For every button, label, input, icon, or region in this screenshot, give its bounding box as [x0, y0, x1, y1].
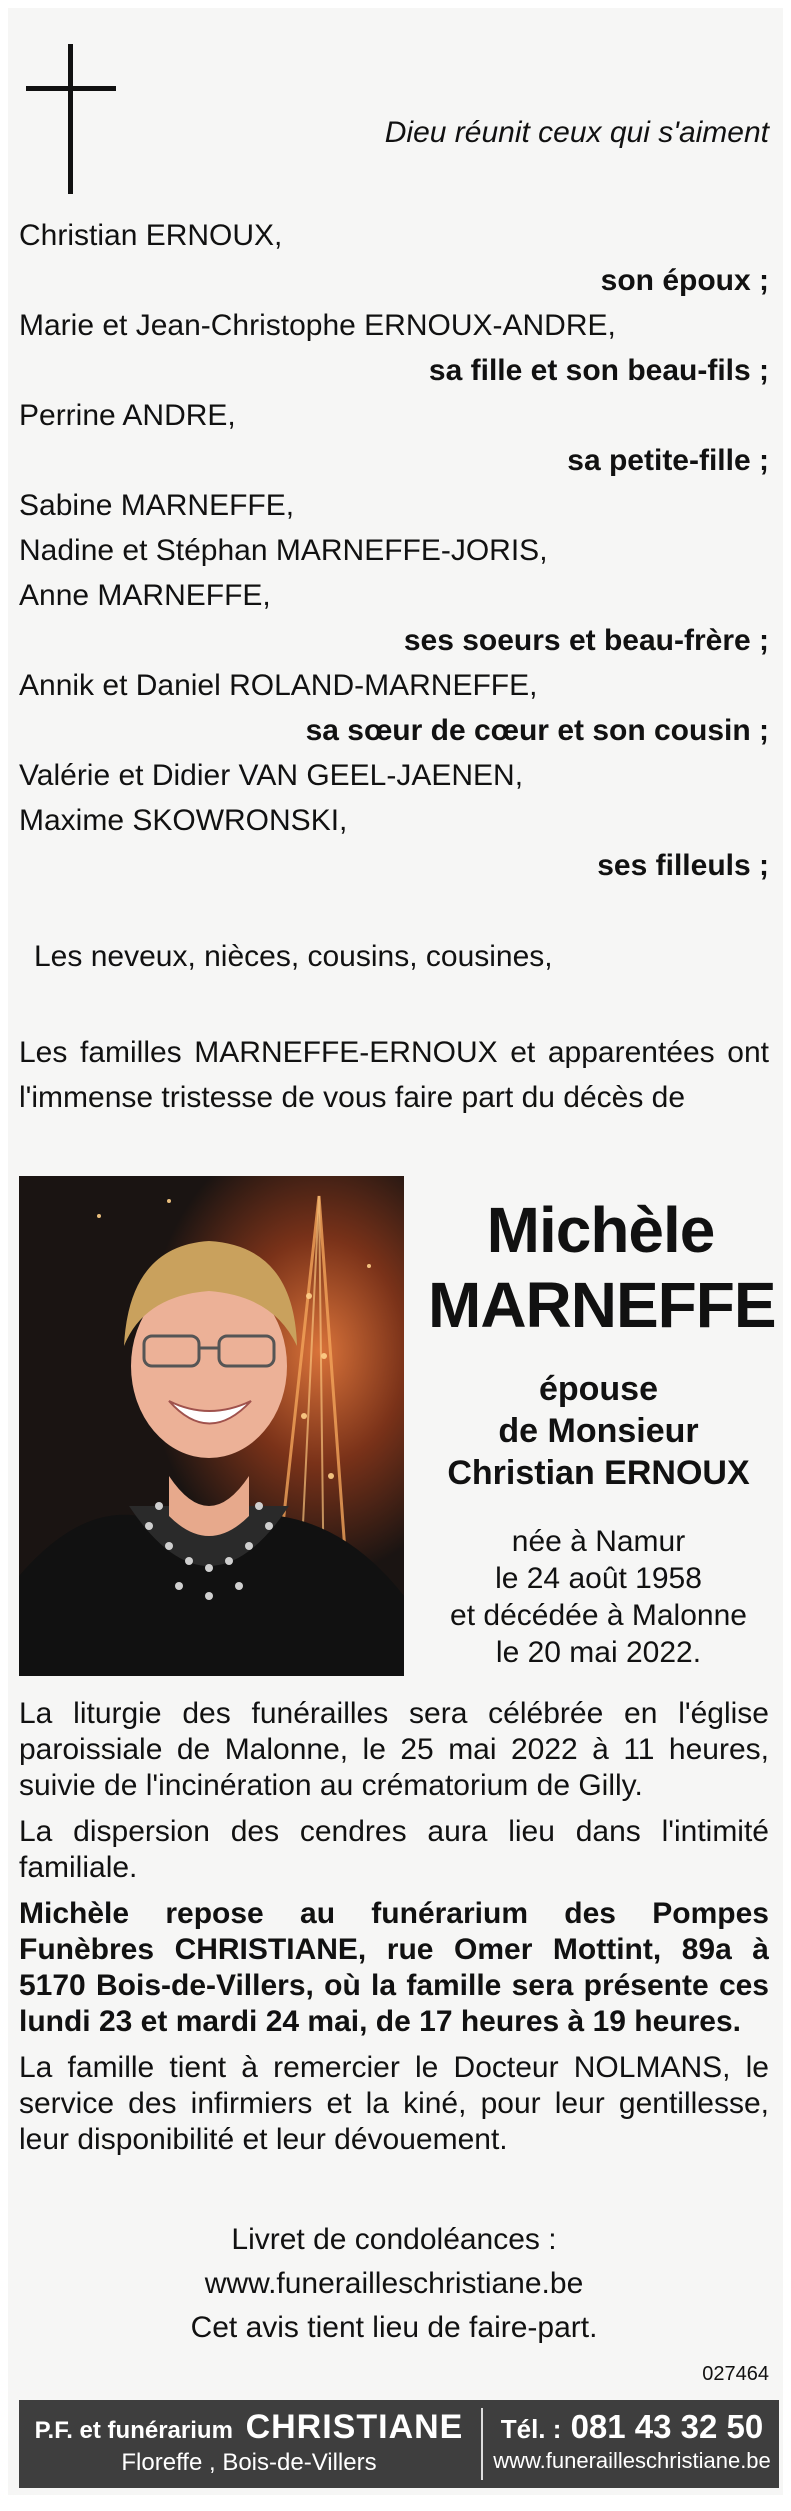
paragraph-ashes: La dispersion des cendres aura lieu dans l'intimité familiale.: [19, 1815, 769, 1884]
family-member-name: Annik et Daniel ROLAND-MARNEFFE,: [19, 669, 538, 702]
deceased-last-name: MARNEFFE: [428, 1269, 776, 1341]
reference-number: 027464: [702, 2363, 769, 2385]
family-member-name: Valérie et Didier VAN GEEL-JAENEN,: [19, 759, 524, 792]
condolences-label: Livret de condoléances :: [231, 2223, 557, 2256]
condolences-block: [19, 2218, 769, 2350]
family-relation: ses soeurs et beau-frère ;: [403, 624, 769, 657]
spouse-line: Christian ERNOUX: [447, 1454, 750, 1492]
condolences-note: Cet avis tient lieu de faire-part.: [190, 2311, 598, 2344]
condolences-url[interactable]: www.funerailleschristiane.be: [204, 2267, 584, 2300]
birth-death-info: [428, 1523, 769, 1671]
family-relation: sa sœur de cœur et son cousin ;: [305, 714, 769, 747]
date-line: née à Namur: [511, 1525, 686, 1558]
announcement: Les familles MARNEFFE-ERNOUX et apparentées ont l'immense tristesse de vous faire part du décès de: [19, 1036, 769, 1114]
spouse-line: de Monsieur: [498, 1412, 699, 1450]
family-member-name: Anne MARNEFFE,: [19, 579, 271, 612]
family-member-name: Maxime SKOWRONSKI,: [19, 804, 348, 837]
ceremony-details: [19, 1696, 769, 2168]
nephews-line: Les neveux, nièces, cousins, cousines,: [34, 940, 553, 973]
latin-cross-icon: [26, 44, 116, 194]
funeral-home-prefix: P.F. et funérarium: [34, 2417, 233, 2444]
spouse-info: [428, 1368, 769, 1494]
deceased-photo: [19, 1176, 404, 1676]
funeral-home-brand: CHRISTIANE: [245, 2408, 464, 2446]
family-relation: sa petite-fille ;: [567, 444, 769, 477]
paragraph-thanks: La famille tient à remercier le Docteur NOLMANS, le service des infirmiers et la kiné, pour leur gentillesse, leur disponibilité et leur dévouement.: [19, 2051, 769, 2156]
funeral-home-info: [29, 2408, 469, 2477]
paragraph-liturgy: La liturgie des funérailles sera célébrée en l'église paroissiale de Malonne, le 25 mai 2022 à 11 heures, suivie de l'incinération au crématorium de Gilly.: [19, 1697, 769, 1802]
family-relation: son époux ;: [600, 264, 769, 297]
family-relation: sa fille et son beau-fils ;: [428, 354, 769, 387]
family-member-name: Perrine ANDRE,: [19, 399, 236, 432]
family-member-name: Sabine MARNEFFE,: [19, 489, 295, 522]
family-member-name: Nadine et Stéphan MARNEFFE-JORIS,: [19, 534, 548, 567]
footer-divider: [481, 2408, 483, 2480]
paragraph-funerarium: Michèle repose au funérarium des Pompes Funèbres CHRISTIANE, rue Omer Mottint, 89a à 5170 Bois-de-Villers, où la famille sera présente ces lundi 23 et mardi 24 mai, de 17 heures à 19 heures.: [19, 1897, 769, 2038]
date-line: et décédée à Malonne: [450, 1599, 747, 1632]
funeral-home-website[interactable]: www.funerailleschristiane.be: [493, 2448, 771, 2473]
spouse-line: épouse: [538, 1370, 659, 1408]
date-line: le 20 mai 2022.: [495, 1636, 702, 1669]
family-member-name: Christian ERNOUX,: [19, 219, 283, 252]
funeral-home-banner: [19, 2400, 779, 2488]
phone-number[interactable]: 081 43 32 50: [570, 2408, 764, 2445]
date-line: le 24 août 1958: [495, 1562, 702, 1595]
motto: Dieu réunit ceux qui s'aiment: [384, 116, 769, 149]
obituary-notice: [8, 8, 783, 2495]
phone-label: Tél. :: [500, 2414, 562, 2444]
funeral-home-locations: Floreffe , Bois-de-Villers: [121, 2449, 377, 2476]
funeral-home-contact: [491, 2408, 773, 2474]
family-relation: ses filleuls ;: [597, 849, 769, 882]
family-list: [19, 213, 769, 888]
family-member-name: Marie et Jean-Christophe ERNOUX-ANDRE,: [19, 309, 616, 342]
deceased-first-name: Michèle: [486, 1194, 715, 1266]
